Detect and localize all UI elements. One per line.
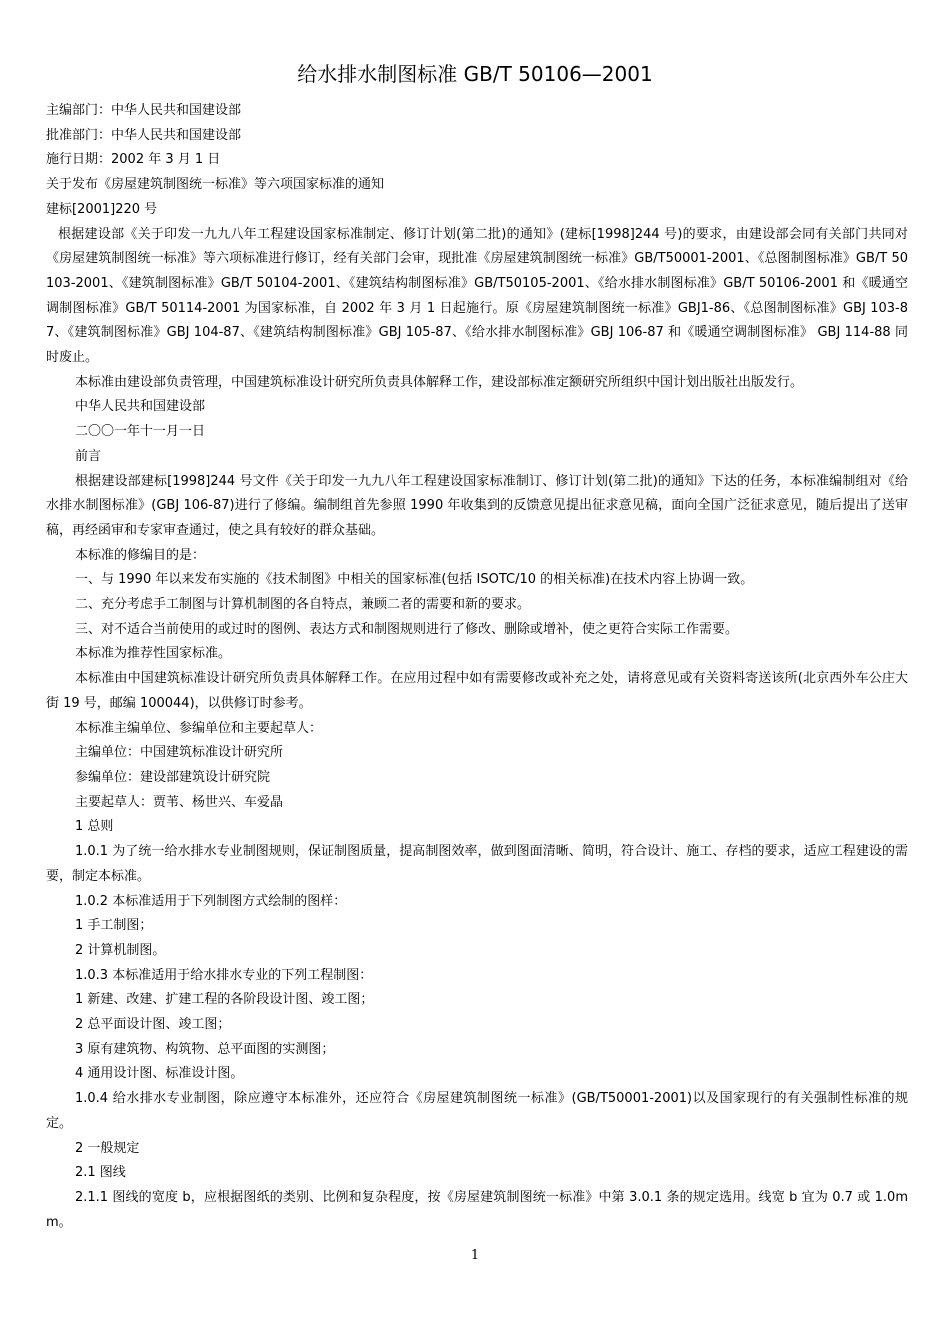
clause-paragraph: 1.0.1 为了统一给水排水专业制图规则，保证制图质量，提高制图效率，做到图面清晰、简明，符合设计、施工、存档的要求，适应工程建设的需要，制定本标准。: [46, 844, 908, 884]
clause-item: 2 计算机制图。: [75, 942, 166, 958]
section-heading: 2.1 图线: [75, 1165, 126, 1181]
preface-paragraph: 三、对不适合当前使用的或过时的图例、表达方式和制图规则进行了修改、删除或增补，使之更符合实际工作需要。: [75, 621, 739, 637]
clause-item: 1 手工制图；: [75, 918, 153, 934]
preface-paragraph: 本标准为推荐性国家标准。: [75, 646, 232, 662]
clause-item: 1 新建、改建、扩建工程的各阶段设计图、竣工图；: [75, 992, 374, 1008]
notice-body: 根据建设部《关于印发一九九八年工程建设国家标准制定、修订计划(第二批)的通知》(建标[1998]244 号)的要求，由建设部会同有关部门共同对《房屋建筑制图统一标准》等六项标准进行修订，经有关部门会审，现批准《房屋建筑制图统一标准》GB/T50001-2001、《总图制图标准》GB/T 50103-2001、《建筑制图标准》GB/T 50104-2001、《建筑结构制图标准》GB/T50105-2001、《给水排水制图标准》GB/T 50106-2001 和《暖通空调制图标准》GB/T 50114-2001 为国家标准，自 2002 年 3 月 1 日起施行。原《房屋建筑制图统一标准》GBJ1-86、《总图制图标准》GBJ 103-87、《建筑制图标准》GBJ 104-87、《建筑结构制图标准》GBJ 105-87、《给水排水制图标准》GBJ 106-87 和《暖通空调制图标准》 GBJ 114-88 同时废止。: [46, 226, 908, 366]
preface-paragraph: 主要起草人：贾苇、杨世兴、车爱晶: [75, 794, 284, 810]
clause-item: 3 原有建筑物、构筑物、总平面图的实测图；: [75, 1041, 335, 1057]
clause-paragraph: 2.1.1 图线的宽度 b，应根据图纸的类别、比例和复杂程度，按《房屋建筑制图统一标准》中第 3.0.1 条的规定选用。线宽 b 宜为 0.7 或 1.0mm。: [46, 1189, 908, 1230]
notice-number: 建标[2001]220 号: [46, 201, 158, 217]
notice-date: 二〇〇一年十一月一日: [75, 424, 206, 440]
preface-paragraph: 二、充分考虑手工制图与计算机制图的各自特点，兼顾二者的需要和新的要求。: [75, 597, 531, 613]
approval-department: 批准部门：中华人民共和国建设部: [46, 127, 242, 143]
notice-issuer: 中华人民共和国建设部: [75, 399, 206, 415]
clause-paragraph: 1.0.3 本标准适用于给水排水专业的下列工程制图：: [75, 967, 373, 983]
page-number: 1: [470, 1248, 480, 1263]
preface-paragraph: 一、与 1990 年以来发布实施的《技术制图》中相关的国家标准(包括 ISOTC/10 的相关标准)在技术内容上协调一致。: [75, 572, 754, 588]
effective-date: 施行日期：2002 年 3 月 1 日: [46, 152, 221, 168]
document-title: 给水排水制图标准 GB/T 50106—2001: [297, 62, 653, 86]
chapter-heading: 1 总则: [75, 819, 114, 835]
editor-department: 主编部门：中华人民共和国建设部: [46, 103, 242, 118]
clause-item: 4 通用设计图、标准设计图。: [75, 1066, 244, 1082]
preface-paragraph: 本标准的修编目的是：: [75, 547, 206, 563]
preface-paragraph: 本标准主编单位、参编单位和主要起草人：: [75, 720, 323, 736]
preface-paragraph: 主编单位：中国建筑标准设计研究所: [75, 745, 284, 761]
preface-paragraph: 本标准由中国建筑标准设计研究所负责具体解释工作。在应用过程中如有需要修改或补充之处，请将意见或有关资料寄送该所(北京西外车公庄大街 19 号，邮编 100044)，以供修订时参考。: [46, 671, 908, 711]
notice-management: 本标准由建设部负责管理，中国建筑标准设计研究所负责具体解释工作，建设部标准定额研究所组织中国计划出版社出版发行。: [75, 374, 804, 390]
preface-heading: 前言: [75, 448, 102, 464]
preface-paragraph: 根据建设部建标[1998]244 号文件《关于印发一九九八年工程建设国家标准制订、修订计划(第二批)的通知》下达的任务，本标准编制组对《给水排水制图标准》(GBJ 106-87)进行了修编。编制组首先参照 1990 年收集到的反馈意见提出征求意见稿，面向全国广泛征求意见，随后提出了送审稿，再经函审和专家审查通过，使之具有较好的群众基础。: [46, 473, 908, 538]
clause-paragraph: 1.0.4 给水排水专业制图，除应遵守本标准外，还应符合《房屋建筑制图统一标准》(GB/T50001-2001)以及国家现行的有关强制性标准的规定。: [46, 1091, 908, 1131]
document-body: [46, 99, 908, 1235]
chapter-heading: 2 一般规定: [75, 1140, 140, 1156]
clause-paragraph: 1.0.2 本标准适用于下列制图方式绘制的图样：: [75, 893, 347, 909]
clause-item: 2 总平面设计图、竣工图；: [75, 1017, 231, 1033]
preface-paragraph: 参编单位：建设部建筑设计研究院: [75, 769, 271, 785]
notice-title: 关于发布《房屋建筑制图统一标准》等六项国家标准的通知: [46, 177, 385, 193]
